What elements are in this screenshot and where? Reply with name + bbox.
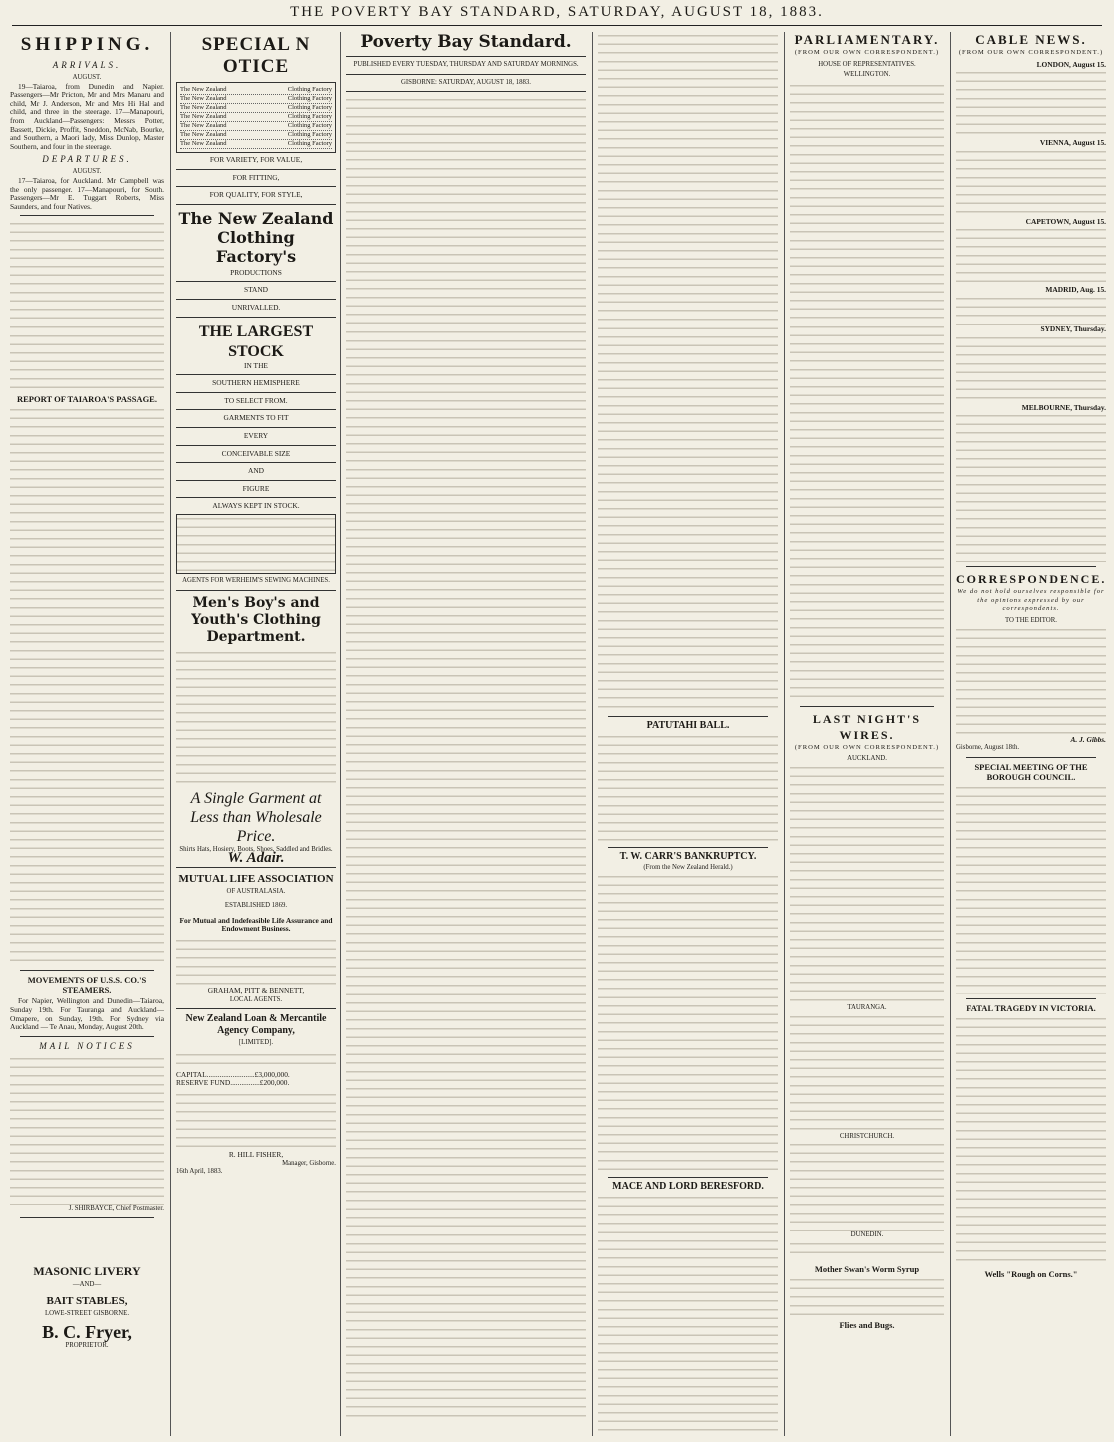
paper-title: Poverty Bay Standard.	[360, 32, 572, 52]
tauranga-heading: TAURANGA.	[847, 1003, 887, 1011]
parliamentary-heading: PARLIAMENTARY.	[794, 32, 940, 47]
ad-line: STAND	[243, 285, 269, 295]
christchurch-heading: CHRISTCHURCH.	[839, 1132, 895, 1140]
article-text	[956, 226, 1106, 286]
spacer	[10, 1222, 164, 1260]
notice-row: The New Zealand Clothing Factory	[180, 131, 332, 138]
flies-bugs: Flies and Bugs.	[839, 1319, 895, 1330]
fatal-heading: FATAL TRAGEDY IN VICTORIA.	[966, 1002, 1096, 1013]
livery-sub: BAIT STABLES,	[46, 1294, 128, 1307]
wires-sub: (FROM OUR OWN CORRESPONDENT.)	[794, 743, 940, 751]
notice-table	[176, 82, 336, 153]
article-text	[598, 1194, 778, 1434]
livery-title: MASONIC LIVERY	[33, 1264, 141, 1279]
article-text	[790, 764, 944, 1004]
article-text	[176, 937, 336, 987]
single-garment: A Single Garment at Less than Wholesale Price.	[190, 789, 322, 845]
notice-row: The New Zealand Clothing Factory	[180, 122, 332, 129]
parliamentary-sub: (FROM OUR OWN CORRESPONDENT.)	[794, 49, 940, 56]
shirts-line: Shirts Hats, Hosiery, Boots, Shoes, Saddled and Bridles.	[179, 845, 333, 853]
ad-line: UNRIVALLED.	[231, 302, 281, 312]
article-text	[956, 295, 1106, 325]
article-text	[10, 1055, 164, 1205]
column-divider	[592, 32, 593, 1436]
ad-line: FOR QUALITY, FOR STYLE,	[209, 190, 303, 200]
ad-line: GARMENTS TO FIT	[223, 413, 289, 423]
divider	[20, 970, 154, 971]
mens-dept-title: Men's Boy's and Youth's Clothing Department.	[191, 594, 321, 645]
column-parliamentary	[790, 32, 944, 1434]
cable-sub: (FROM OUR OWN CORRESPONDENT.)	[958, 49, 1104, 56]
article-text	[598, 733, 778, 843]
divider	[20, 1036, 154, 1037]
notice-row: The New Zealand Clothing Factory	[180, 140, 332, 147]
bankruptcy-heading: T. W. CARR'S BANKRUPTCY.	[619, 851, 757, 862]
established: ESTABLISHED 1869.	[224, 902, 288, 910]
graham: GRAHAM, PITT & BENNETT,	[207, 986, 305, 996]
auckland-heading: AUCKLAND.	[847, 755, 887, 763]
notice-row: The New Zealand Clothing Factory	[180, 104, 332, 111]
ad-line: IN THE	[244, 360, 268, 370]
column-shipping	[10, 32, 164, 1434]
departures-month: AUGUST.	[72, 168, 102, 176]
livery-role: PROPRIETOR.	[65, 1342, 109, 1350]
correspondence-heading: CORRESPONDENCE.	[956, 572, 1106, 587]
limited: [LIMITED].	[238, 1039, 274, 1047]
mutual-sub: OF AUSTRALASIA.	[226, 887, 286, 895]
fisher: R. HILL FISHER,	[228, 1150, 284, 1160]
livery-and: —AND—	[72, 1281, 102, 1289]
departures-heading: DEPARTURES.	[42, 154, 132, 165]
article-text	[790, 1013, 944, 1133]
article-text	[790, 1240, 944, 1260]
movements-text: For Napier, Wellington and Dunedin—Taiaroa, Sunday 19th. For Tauranga and Auckland—Omapere, on Sunday, 19th. For Sydney via Auckland — Te Anau, Monday, August 20th.	[10, 996, 164, 1032]
nz-clothing-title: The New Zealand Clothing Factory's	[178, 208, 334, 266]
mace-heading: MACE AND LORD BERESFORD.	[612, 1180, 764, 1192]
letter-signature: A. J. Gibbs.	[1070, 734, 1106, 744]
column-divider	[784, 32, 785, 1436]
capital: CAPITAL..........................£3,000,000.	[176, 1069, 290, 1079]
article-text	[10, 406, 164, 966]
masthead-title: THE POVERTY BAY STANDARD, SATURDAY, AUGUST 18, 1883.	[290, 4, 824, 20]
sydney-dateline: SYDNEY, Thursday.	[1040, 323, 1106, 333]
livery-name: B. C. Fryer,	[42, 1322, 132, 1343]
masthead-rule	[12, 25, 1102, 26]
postmaster: J. SHIRBAYCE, Chief Postmaster.	[68, 1204, 164, 1212]
special-meeting-heading: SPECIAL MEETING OF THE BOROUGH COUNCIL.	[974, 761, 1088, 782]
article-text	[176, 1051, 336, 1071]
ad-line: ALWAYS KEPT IN STOCK.	[212, 501, 300, 511]
ad-line: TO SELECT FROM.	[224, 395, 288, 405]
article-text	[598, 873, 778, 1173]
to-editor: TO THE EDITOR.	[1005, 616, 1057, 624]
largest-stock: THE LARGEST STOCK	[198, 322, 314, 360]
dunedin-heading: DUNEDIN.	[850, 1231, 884, 1239]
wellington-heading: WELLINGTON.	[843, 71, 891, 79]
column-local-news	[598, 32, 778, 1434]
cable-heading: CABLE NEWS.	[975, 32, 1087, 47]
london-dateline: LONDON, August 15.	[1036, 59, 1106, 69]
article-text	[346, 96, 586, 1421]
report-heading: REPORT OF TAIAROA'S PASSAGE.	[17, 394, 157, 405]
vienna-dateline: VIENNA, August 15.	[1039, 138, 1106, 148]
article-text	[176, 649, 336, 789]
local-agents: LOCAL AGENTS.	[229, 995, 283, 1003]
article-text	[790, 1276, 944, 1316]
column-advertisements	[176, 32, 336, 1434]
article-text	[956, 1015, 1106, 1265]
published: PUBLISHED EVERY TUESDAY, THURSDAY AND SATURDAY MORNINGS.	[353, 61, 579, 68]
livery-address: LOWE-STREET GISBORNE.	[44, 1309, 130, 1317]
divider	[20, 215, 154, 216]
special-notice-heading: SPECIAL N OTICE	[201, 34, 311, 77]
melbourne-dateline: MELBOURNE, Thursday.	[1021, 402, 1106, 412]
column-cable-news	[956, 32, 1106, 1434]
agents-line: AGENTS FOR WERHEIM'S SEWING MACHINES.	[182, 576, 330, 584]
madrid-dateline: MADRID, Aug. 15.	[1045, 285, 1106, 295]
ad-line: AND	[247, 466, 264, 476]
article-text	[790, 1141, 944, 1231]
agents-table	[176, 514, 336, 574]
manager: Manager, Gisborne.	[282, 1159, 336, 1167]
wires-heading: LAST NIGHT'S WIRES.	[812, 711, 922, 742]
bankruptcy-sub: (From the New Zealand Herald.)	[643, 864, 733, 871]
adair-signature: W. Adair.	[227, 850, 285, 867]
ad-line: PRODUCTIONS	[230, 267, 282, 277]
ad-line: FOR FITTING,	[232, 172, 280, 182]
arrivals-text: 19—Taiaroa, from Dunedin and Napier. Passengers—Mr Pricton, Mr and Mrs Manaru and child, Mr J. Anderson, Mr and Mrs Hi Hal and child, and three in the steerage. 17—Manapouri, from Auckland—Passengers: Messrs Potter, Bassett, Dickie, Proffit, Sneddon, McNab, Bourke, and Southern, a Maori lady, Miss Dunlop, Master Southern, and four in the steerage.	[10, 81, 164, 151]
movements-heading: MOVEMENTS OF U.S.S. CO.'S STEAMERS.	[27, 975, 147, 996]
ad-line: CONCEIVABLE SIZE	[221, 448, 291, 458]
shipping-heading: SHIPPING.	[20, 34, 154, 55]
arrivals-month: AUGUST.	[72, 74, 102, 81]
column-divider	[340, 32, 341, 1436]
departures-text: 17—Taiaroa, for Auckland. Mr Campbell was the only passenger. 17—Manapouri, for South. Passengers—Mr E. Tuggart Roberts, Miss Saunders, and four Natives.	[10, 175, 164, 211]
article-text	[10, 220, 164, 390]
column-divider	[170, 32, 171, 1436]
ad-date: 16th April, 1883.	[176, 1168, 223, 1176]
mutual-for: For Mutual and Indefeasible Life Assurance and Endowment Business.	[179, 915, 333, 934]
ad-line: EVERY	[243, 430, 269, 440]
article-text	[956, 334, 1106, 404]
divider	[20, 1217, 154, 1218]
article-text	[598, 32, 778, 712]
mutual-title: MUTUAL LIFE ASSOCIATION	[178, 872, 334, 885]
ad-line: FOR VARIETY, FOR VALUE,	[209, 155, 303, 164]
ad-line: SOUTHERN HEMISPHERE	[212, 378, 300, 388]
article-text	[176, 1091, 336, 1151]
arrivals-heading: ARRIVALS.	[52, 60, 122, 70]
rough-on-corns: Wells "Rough on Corns."	[984, 1268, 1078, 1279]
capetown-dateline: CAPETOWN, August 15.	[1025, 216, 1106, 226]
article-text	[956, 69, 1106, 139]
patutahi-heading: PATUTAHI BALL.	[646, 720, 730, 731]
loan-title: New Zealand Loan & Mercantile Agency Company,	[185, 1013, 327, 1037]
house-heading: HOUSE OF REPRESENTATIVES.	[818, 60, 916, 68]
column-divider	[950, 32, 951, 1436]
article-text	[956, 626, 1106, 736]
column-editorial	[346, 32, 586, 1434]
notice-row: The New Zealand Clothing Factory	[180, 113, 332, 120]
mail-heading: MAIL NOTICES	[39, 1040, 135, 1051]
notice-row: The New Zealand Clothing Factory	[180, 95, 332, 102]
worm-syrup: Mother Swan's Worm Syrup	[814, 1263, 920, 1274]
correspondence-note: We do not hold ourselves responsible for the opinions expressed by our correspondents.	[957, 588, 1105, 613]
editorial-dateline: GISBORNE: SATURDAY, AUGUST 18, 1883.	[401, 78, 531, 86]
article-text	[790, 82, 944, 702]
notice-row: The New Zealand Clothing Factory	[180, 86, 332, 93]
ad-line: FIGURE	[242, 483, 270, 493]
article-text	[956, 148, 1106, 218]
article-text	[956, 412, 1106, 562]
article-text	[956, 784, 1106, 994]
letter-place: Gisborne, August 18th.	[956, 744, 1020, 752]
reserve: RESERVE FUND................£200,000.	[176, 1078, 290, 1088]
